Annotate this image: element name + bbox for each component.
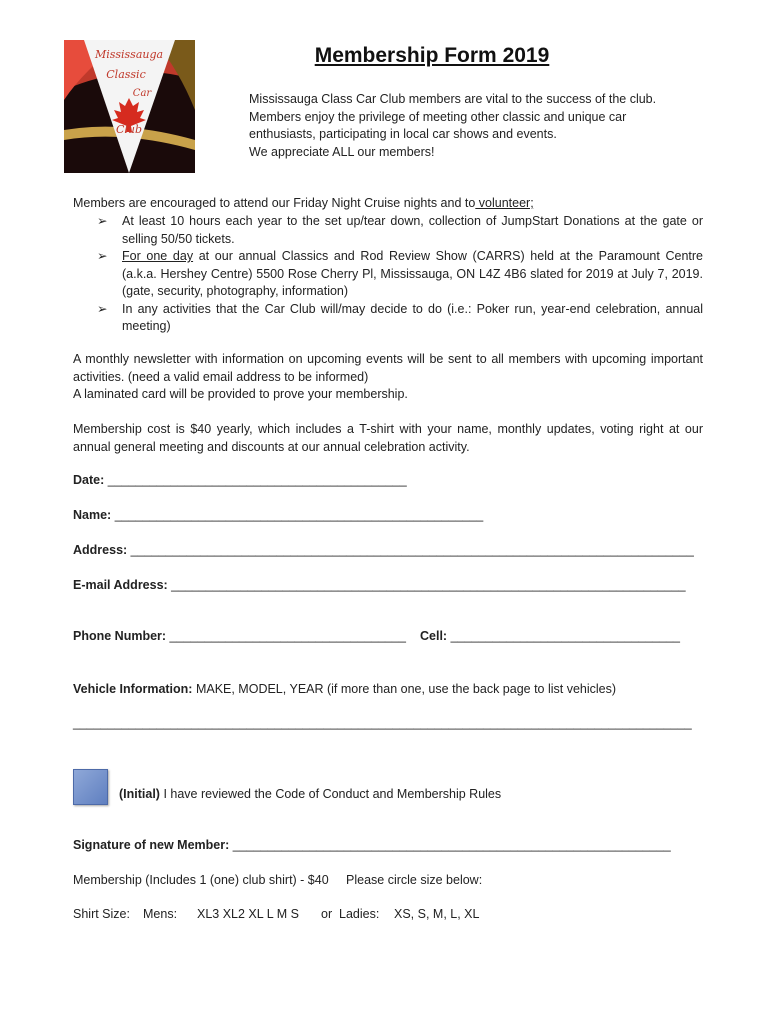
- shirt-size-label: Shirt Size:: [73, 907, 130, 921]
- club-logo: [64, 40, 195, 173]
- form-title: Membership Form 2019: [314, 44, 550, 67]
- arrow-bullet-icon: ➢: [97, 301, 108, 316]
- intro-line: We appreciate ALL our members!: [249, 144, 435, 159]
- mens-sizes[interactable]: XL3 XL2 XL L M S: [197, 907, 299, 921]
- intro-line: Members enjoy the privilege of meeting other classic and unique car: [249, 109, 627, 124]
- circle-size-text: Please circle size below:: [346, 873, 483, 887]
- membership-cost: Membership cost is $40 yearly, which includes a T-shirt with your name, monthly updates, voting right at our annual general meeting and discounts at our annual celebration activity.: [73, 422, 703, 454]
- list-item: ➢ In any activities that the Car Club will/may decide to do (i.e.: Poker run, year-end celebration, annual meeting): [97, 301, 703, 333]
- email-field[interactable]: E-mail Address: __________________________________________________________________________: [73, 578, 686, 592]
- volunteer-link: volunteer;: [475, 196, 534, 210]
- mens-label: Mens:: [143, 907, 178, 921]
- list-item: ➢ For one day at our annual Classics and Rod Review Show (CARRS) held at the Paramount Centre (a.k.a. Hershey Centre) 5500 Rose Cherry Pl, Mississauga, ON L4Z 4B6 slated for 2019 at July 7, 2019. (gate, security, photography, information): [97, 249, 703, 298]
- vehicle-info-line[interactable]: _________________________________________________________________________________________: [73, 716, 692, 730]
- intro-line: enthusiasts, participating in local car shows and events.: [249, 127, 557, 141]
- intro-text: [249, 91, 689, 161]
- arrow-bullet-icon: ➢: [97, 214, 108, 228]
- list-item: ➢ At least 10 hours each year to the set up/tear down, collection of JumpStart Donations at the gate or selling 50/50 tickets.: [97, 214, 703, 246]
- signature-field[interactable]: Signature of new Member: _______________________________________________________________: [73, 838, 671, 852]
- phone-field[interactable]: Phone Number: __________________________________: [73, 629, 406, 643]
- ladies-label: Ladies:: [339, 907, 380, 921]
- cell-field[interactable]: Cell: _________________________________: [420, 629, 680, 643]
- ladies-sizes[interactable]: XS, S, M, L, XL: [394, 907, 480, 921]
- logo-text-1: Mississauga: [94, 48, 164, 61]
- initial-box[interactable]: [73, 769, 108, 805]
- logo-text-4: Club: [115, 123, 143, 136]
- membership-shirt-text: Membership (Includes 1 (one) club shirt) - $40: [73, 873, 329, 887]
- or-text: or: [321, 907, 333, 921]
- logo-text-2: Classic: [106, 68, 146, 81]
- volunteer-intro: Members are encouraged to attend our Friday Night Cruise nights and to volunteer;: [73, 196, 534, 210]
- arrow-bullet-icon: ➢: [97, 249, 108, 263]
- volunteer-list: [73, 213, 703, 336]
- initial-statement: (Initial) I have reviewed the Code of Conduct and Membership Rules: [119, 787, 502, 801]
- date-field[interactable]: Date: ___________________________________________: [73, 473, 407, 487]
- name-field[interactable]: Name: _____________________________________________________: [73, 508, 484, 522]
- newsletter-text: A monthly newsletter with information on upcoming events will be sent to all members with upcoming important activities. (need a valid email address to be informed) A laminated card will be provided to prove your membership.: [73, 352, 703, 401]
- logo-text-3: Car: [132, 88, 152, 99]
- intro-line: Mississauga Class Car Club members are vital to the success of the club.: [249, 92, 657, 106]
- vehicle-info-label: Vehicle Information: MAKE, MODEL, YEAR (if more than one, use the back page to list vehicles): [73, 682, 617, 696]
- address-field[interactable]: Address: _________________________________________________________________________________: [73, 543, 694, 557]
